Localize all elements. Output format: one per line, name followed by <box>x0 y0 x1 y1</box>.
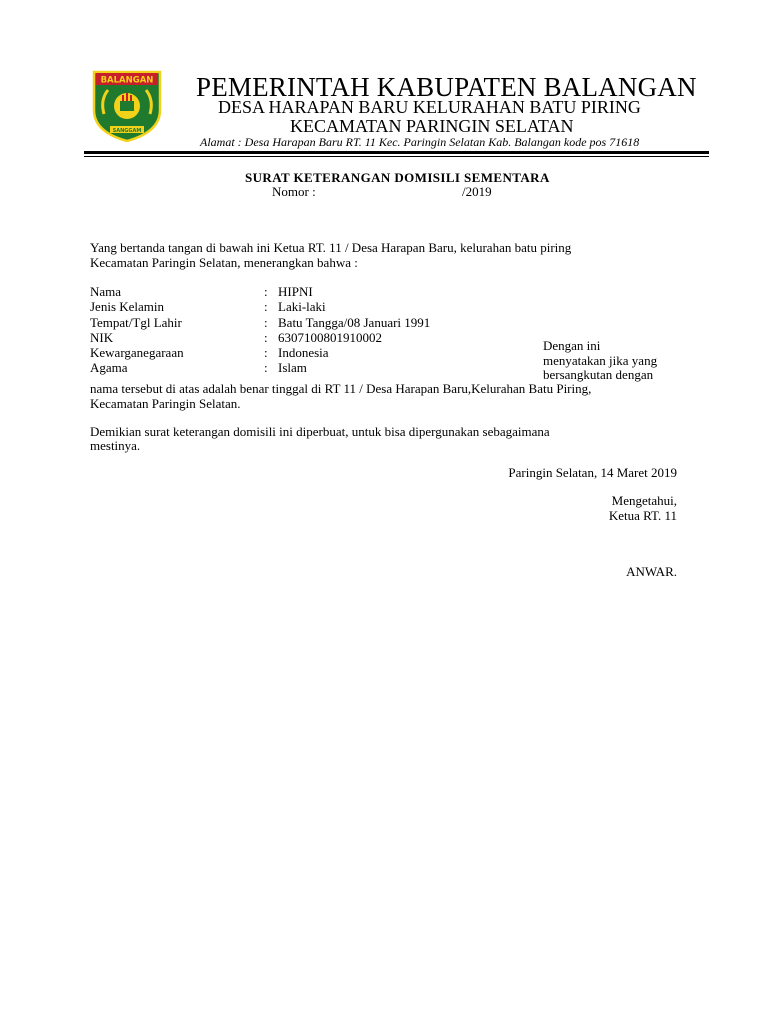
intro-line-2: Kecamatan Paringin Selatan, menerangkan bahwa : <box>90 255 358 270</box>
balangan-regency-logo <box>90 70 164 142</box>
field-colon: : <box>264 345 268 360</box>
header-address: Alamat : Desa Harapan Baru RT. 11 Kec. Paringin Selatan Kab. Balangan kode pos 71618 <box>200 135 640 149</box>
document-title: SURAT KETERANGAN DOMISILI SEMENTARA <box>245 170 550 185</box>
side-note-line-3: bersangkutan dengan <box>543 367 654 382</box>
field-value-birth: Batu Tangga/08 Januari 1991 <box>278 315 431 330</box>
field-label-nik: NIK <box>90 330 114 345</box>
field-value-gender: Laki-laki <box>278 299 326 314</box>
field-value-nik: 6307100801910002 <box>278 330 382 345</box>
field-colon: : <box>264 284 268 299</box>
field-value-name: HIPNI <box>278 284 313 299</box>
closing-line-1: Demikian surat keterangan domisili ini diperbuat, untuk bisa dipergunakan sebagaimana <box>90 424 550 439</box>
side-note-line-2: menyatakan jika yang <box>543 353 658 368</box>
header-divider-thick <box>84 151 709 154</box>
closing-line-2: mestinya. <box>90 438 141 453</box>
field-label-name: Nama <box>90 284 122 299</box>
header-village-name: DESA HARAPAN BARU KELURAHAN BATU PIRING <box>218 97 641 117</box>
field-label-gender: Jenis Kelamin <box>90 299 165 314</box>
number-year: /2019 <box>462 184 492 199</box>
field-label-birth: Tempat/Tgl Lahir <box>90 315 182 330</box>
header-government-name: PEMERINTAH KABUPATEN BALANGAN <box>196 72 697 102</box>
intro-line-1: Yang bertanda tangan di bawah ini Ketua RT. 11 / Desa Harapan Baru, kelurahan batu piring <box>90 240 572 255</box>
field-label-citizenship: Kewarganegaraan <box>90 345 184 360</box>
signatory-name: ANWAR. <box>626 564 677 579</box>
place-and-date: Paringin Selatan, 14 Maret 2019 <box>508 465 677 480</box>
field-colon: : <box>264 299 268 314</box>
logo-text: BALANGAN <box>100 75 154 86</box>
side-note-line-1: Dengan ini <box>543 338 601 353</box>
header-divider-thin <box>84 156 709 157</box>
header-district-name: KECAMATAN PARINGIN SELATAN <box>290 116 574 136</box>
statement-line-2: Kecamatan Paringin Selatan. <box>90 396 241 411</box>
signatory-role: Ketua RT. 11 <box>608 508 677 523</box>
field-value-citizenship: Indonesia <box>278 345 329 360</box>
field-colon: : <box>264 315 268 330</box>
field-label-religion: Agama <box>90 360 128 375</box>
field-value-religion: Islam <box>278 360 307 375</box>
field-colon: : <box>264 330 268 345</box>
logo-motto: SANGGAM <box>112 128 142 134</box>
acknowledged-label: Mengetahui, <box>611 493 677 508</box>
field-colon: : <box>264 360 268 375</box>
statement-line-1: nama tersebut di atas adalah benar tinggal di RT 11 / Desa Harapan Baru,Kelurahan Batu Piring, <box>90 381 592 396</box>
number-label: Nomor : <box>272 184 316 199</box>
